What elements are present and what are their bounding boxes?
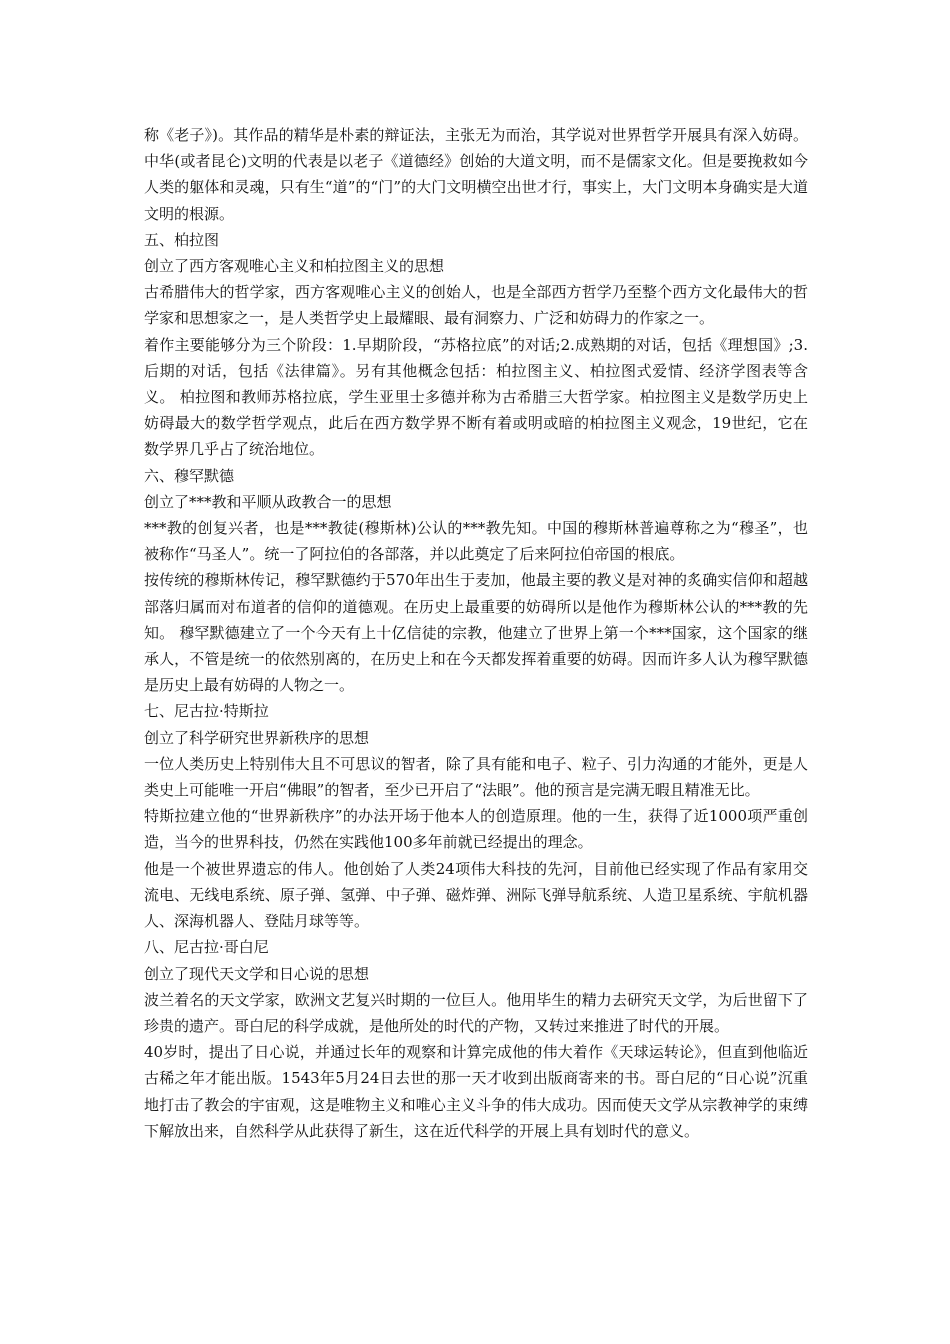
paragraph-plato-works: 着作主要能够分为三个阶段：1.早期阶段，“苏格拉底”的对话;2.成熟期的对话，包括《理想国》;3.后期的对话，包括《法律篇》。另有其他概念包括：柏拉图主义、柏拉图式爱情、经济学图表等含义。 柏拉图和教师苏格拉底，学生亚里士多德并称为古希腊三大哲学家。柏拉图主义是数学历史上妨碍最大的数学哲学观点，此后在西方数学界不断有着或明或暗的柏拉图主义观念，19世纪，它在数学界几乎占了统治地位。 [144, 335, 808, 459]
paragraph-tesla-bio: 一位人类历史上特别伟大且不可思议的智者，除了具有能和电子、粒子、引力沟通的才能外，更是人类史上可能唯一开启“佛眼”的智者，至少已开启了“法眼”。他的预言是完满无暇且精准无比。 [144, 754, 808, 800]
paragraph-tesla-thought: 创立了科学研究世界新秩序的思想 [144, 728, 370, 747]
heading-tesla: 七、尼古拉·特斯拉 [144, 702, 269, 721]
paragraph-muhammad-legacy: 按传统的穆斯林传记，穆罕默德约于570年出生于麦加，他最主要的教义是对神的炙确实信仰和超越部落归属而对布道者的信仰的道德观。在历史上最重要的妨碍所以是他作为穆斯林公认的***教的先知。 穆罕默德建立了一个今天有上十亿信徒的宗教，他建立了世界上第一个***国家，这个国家的继承人，不管是统一的依然别离的，在历史上和在今天都发挥着重要的妨碍。因而许多人认为穆罕默德是历史上最有妨碍的人物之一。 [144, 571, 808, 695]
paragraph-plato-bio: 古希腊伟大的哲学家，西方客观唯心主义的创始人，也是全部西方哲学乃至整个西方文化最伟大的哲学家和思想家之一，是人类哲学史上最耀眼、最有洞察力、广泛和妨碍力的作家之一。 [144, 283, 808, 328]
paragraph-laozi-intro: 称《老子》)。其作品的精华是朴素的辩证法，主张无为而治，其学说对世界哲学开展具有深入妨碍。中华(或者昆仑)文明的代表是以老子《道德经》创始的大道文明，而不是儒家文化。但是要挽救如今人类的躯体和灵魂，只有生“道”的“门”的大门文明横空出世才行，事实上，大门文明本身确实是大道文明的根源。 [144, 126, 808, 223]
document-body [144, 122, 808, 1144]
heading-plato: 五、柏拉图 [144, 230, 220, 249]
paragraph-copernicus-work: 40岁时，提出了日心说，并通过长年的观察和计算完成他的伟大着作《天球运转论》，但直到他临近古稀之年才能出版。1543年5月24日去世的那一天才收到出版商寄来的书。哥白尼的“日心说”沉重地打击了教会的宇宙观，这是唯物主义和唯心主义斗争的伟大成功。因而使天文学从宗教神学的束缚下解放出来，自然科学从此获得了新生，这在近代科学的开展上具有划时代的意义。 [144, 1043, 808, 1140]
paragraph-tesla-inventions: 特斯拉建立他的“世界新秩序”的办法开场于他本人的创造原理。他的一生，获得了近1000项严重创造，当今的世界科技，仍然在实践他100多年前就已经提出的理念。 [144, 807, 808, 852]
paragraph-copernicus-bio: 波兰着名的天文学家，欧洲文艺复兴时期的一位巨人。他用毕生的精力去研究天文学，为后世留下了珍贵的遗产。哥白尼的科学成就，是他所处的时代的产物，又转过来推进了时代的开展。 [144, 990, 808, 1035]
paragraph-muhammad-bio: ***教的创复兴者，也是***教徒(穆斯林)公认的***教先知。中国的穆斯林普遍尊称之为“穆圣”，也被称作“马圣人”。统一了阿拉伯的各部落，并以此奠定了后来阿拉伯帝国的根底。 [144, 519, 808, 564]
paragraph-tesla-legacy: 他是一个被世界遗忘的伟人。他创始了人类24项伟大科技的先河，目前他已经实现了作品有家用交流电、无线电系统、原子弹、氢弹、中子弹、磁炸弹、洲际飞弹导航系统、人造卫星系统、宇航机器人、深海机器人、登陆月球等等。 [144, 859, 808, 931]
paragraph-muhammad-thought: 创立了***教和平顺从政教合一的思想 [144, 492, 392, 511]
heading-copernicus: 八、尼古拉·哥白尼 [144, 938, 269, 957]
paragraph-copernicus-thought: 创立了现代天文学和日心说的思想 [144, 964, 370, 983]
heading-muhammad: 六、穆罕默德 [144, 466, 235, 485]
paragraph-plato-thought: 创立了西方客观唯心主义和柏拉图主义的思想 [144, 257, 445, 276]
